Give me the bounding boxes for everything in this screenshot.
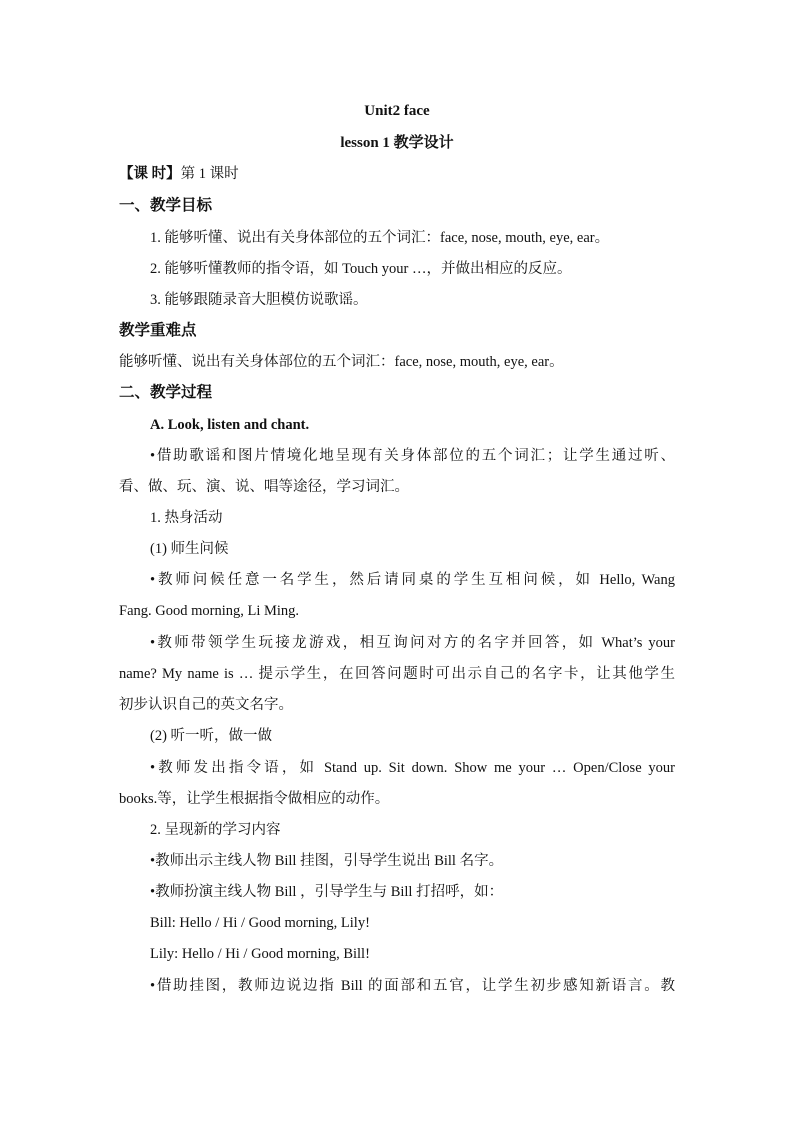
dialog-line: Lily: Hello / Hi / Good morning, Bill! — [150, 946, 370, 962]
step-heading: 1. 热身活动 — [150, 510, 223, 526]
substep-heading: (1) 师生问候 — [150, 541, 229, 557]
paragraph-line: •借助挂图，教师边说边指 Bill 的面部和五官，让学生初步感知新语言。教 — [150, 978, 675, 994]
paragraph-line: •教师问候任意一名学生，然后请同桌的学生互相问候，如 Hello, Wang — [150, 572, 675, 588]
document-subtitle: lesson 1 教学设计 — [340, 135, 454, 151]
paragraph-line: •教师出示主线人物 Bill 挂图，引导学生说出 Bill 名字。 — [150, 853, 504, 869]
document-title: Unit2 face — [364, 103, 430, 119]
section-heading-key-points: 教学重难点 — [119, 322, 197, 339]
key-points-text: 能够听懂、说出有关身体部位的五个词汇：face, nose, mouth, eye, ear。 — [119, 354, 564, 370]
paragraph-line: Fang. Good morning, Li Ming. — [119, 603, 300, 619]
paragraph-line: •教师扮演主线人物 Bill ，引导学生与 Bill 打招呼，如： — [150, 884, 504, 900]
dialog-line: Bill: Hello / Hi / Good morning, Lily! — [150, 915, 370, 931]
section-heading-objectives: 一、教学目标 — [119, 197, 213, 214]
paragraph-line: •教师发出指令语，如 Stand up. Sit down. Show me your … Open/Close your — [150, 760, 675, 776]
paragraph-line: 看、做、玩、演、说、唱等途径，学习词汇。 — [119, 479, 409, 495]
class-period — [119, 164, 675, 184]
section-heading-process: 二、教学过程 — [119, 384, 213, 401]
step-heading: 2. 呈现新的学习内容 — [150, 822, 281, 838]
class-period-label: 【课 时】 — [119, 166, 181, 182]
substep-heading: (2) 听一听，做一做 — [150, 728, 273, 744]
part-a-heading: A. Look, listen and chant. — [150, 417, 310, 433]
paragraph-line: name? My name is … 提示学生，在回答问题时可出示自己的名字卡，让其他学生 — [119, 666, 675, 682]
objective-item: 1. 能够听懂、说出有关身体部位的五个词汇：face, nose, mouth, eye, ear。 — [150, 230, 610, 246]
paragraph-line: books.等，让学生根据指令做相应的动作。 — [119, 791, 390, 807]
objective-item: 3. 能够跟随录音大胆模仿说歌谣。 — [150, 292, 368, 308]
paragraph-line: •借助歌谣和图片情境化地呈现有关身体部位的五个词汇；让学生通过听、 — [150, 448, 675, 464]
paragraph-line: 初步认识自己的英文名字。 — [119, 697, 293, 713]
paragraph-line: •教师带领学生玩接龙游戏，相互询问对方的名字并回答，如 What’s your — [150, 635, 675, 651]
class-period-value: 第 1 课时 — [180, 166, 239, 182]
objective-item: 2. 能够听懂教师的指令语，如 Touch your …，并做出相应的反应。 — [150, 261, 572, 277]
